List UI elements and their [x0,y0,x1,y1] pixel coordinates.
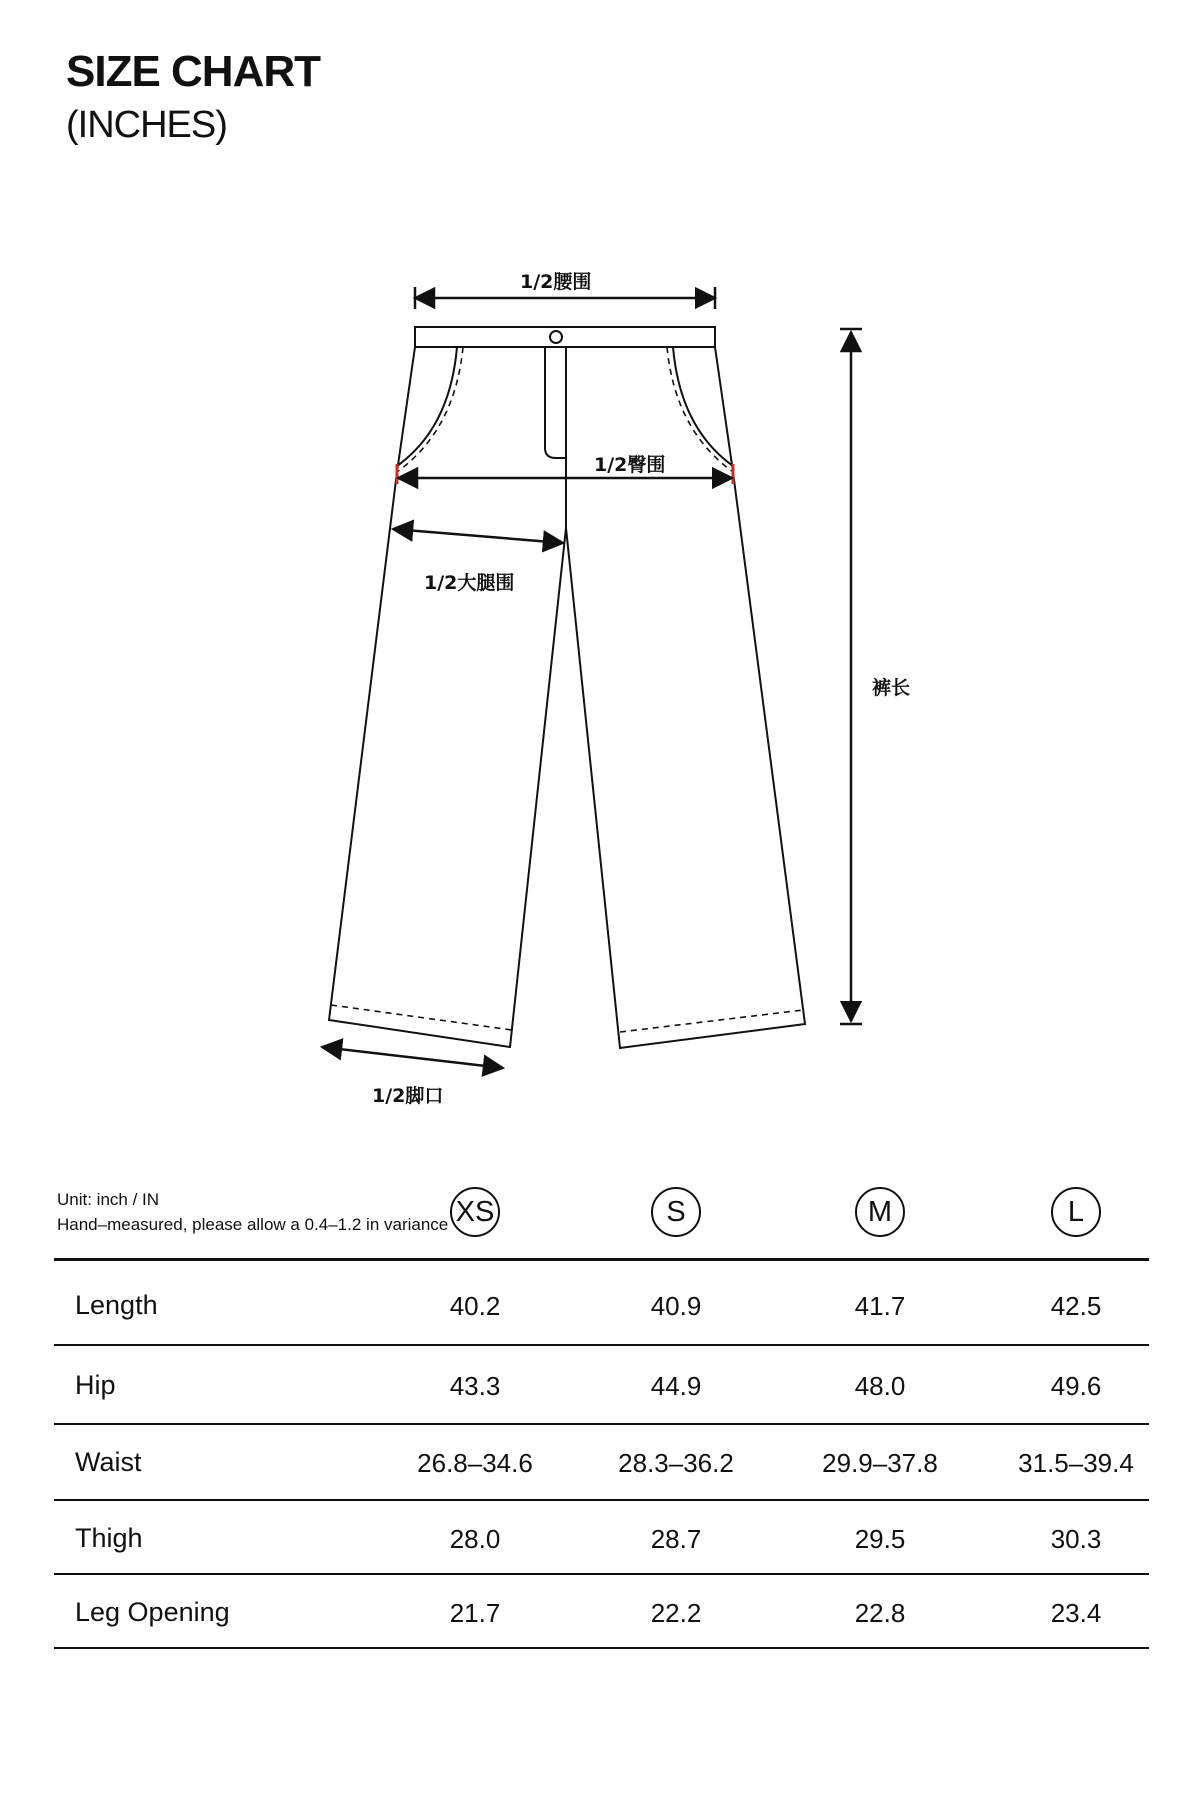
row-divider [54,1573,1149,1575]
unit-note: Unit: inch / IN [57,1190,160,1209]
table-cell: 29.5 [854,1524,906,1554]
table-bottom-rule [54,1647,1149,1649]
table-cell: 28.3–36.2 [618,1448,734,1478]
row-label-length: Length [75,1290,158,1320]
table-cell: 40.9 [650,1291,702,1321]
left-hem-stitch [331,1005,512,1030]
table-cell: 30.3 [1050,1524,1102,1554]
table-cell: 31.5–39.4 [1018,1448,1134,1478]
row-label-hip: Hip [75,1370,116,1400]
table-cell: 28.0 [449,1524,501,1554]
unit-subtitle: (INCHES) [66,104,227,146]
table-cell: 26.8–34.6 [417,1448,533,1478]
row-label-thigh: Thigh [75,1523,143,1553]
button [550,331,562,343]
half-hip-label: 1/2臀围 [594,454,666,476]
thigh-dimension [393,529,563,543]
table-cell: 28.7 [650,1524,702,1554]
pant-length-label: 裤长 [872,677,911,699]
row-divider [54,1344,1149,1346]
half-thigh-label: 1/2大腿围 [424,572,515,594]
table-cell: 22.2 [650,1598,702,1628]
row-label-waist: Waist [75,1447,142,1477]
table-cell: 44.9 [650,1371,702,1401]
pants-outline [329,327,805,1048]
half-waist-label: 1/2腰围 [520,271,592,293]
table-cell: 42.5 [1050,1291,1102,1321]
row-label-leg-opening: Leg Opening [75,1597,230,1627]
size-header-xs: XS [450,1187,500,1237]
leg-opening-dimension [322,1047,503,1068]
table-header-rule [54,1258,1149,1261]
table-cell: 22.8 [854,1598,906,1628]
table-cell: 41.7 [854,1291,906,1321]
page-title: SIZE CHART [66,47,320,96]
row-divider [54,1423,1149,1425]
half-leg-opening-label: 1/2脚口 [372,1085,444,1107]
row-divider [54,1499,1149,1501]
size-header-m: M [855,1187,905,1237]
waistband [415,327,715,347]
table-cell: 29.9–37.8 [822,1448,938,1478]
table-cell: 23.4 [1050,1598,1102,1628]
table-cell: 40.2 [449,1291,501,1321]
size-header-l: L [1051,1187,1101,1237]
fly [545,347,566,458]
table-cell: 49.6 [1050,1371,1102,1401]
table-cell: 43.3 [449,1371,501,1401]
table-cell: 21.7 [449,1598,501,1628]
size-header-s: S [651,1187,701,1237]
variance-note: Hand–measured, please allow a 0.4–1.2 in variance [57,1215,449,1234]
table-cell: 48.0 [854,1371,906,1401]
dimension-lines [322,287,862,1068]
